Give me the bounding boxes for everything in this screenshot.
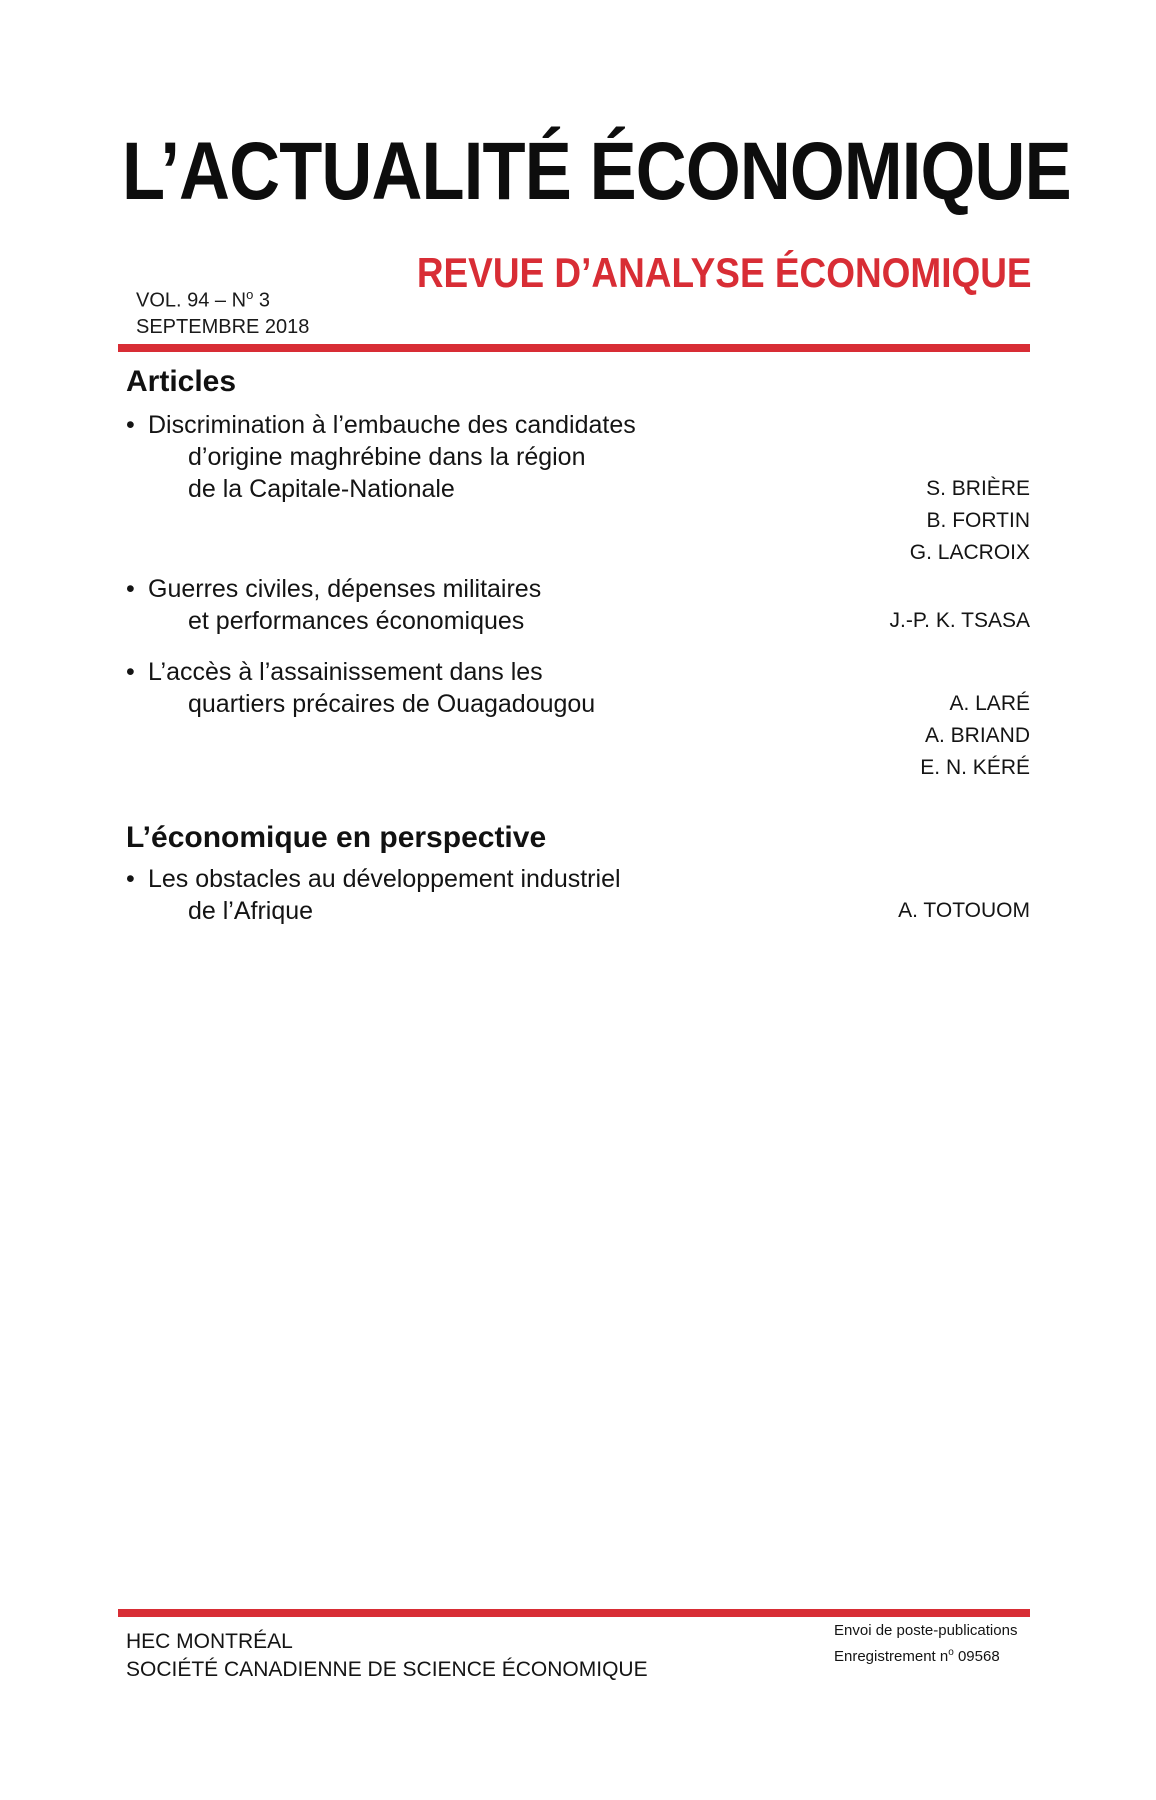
journal-title: L’ACTUALITÉ ÉCONOMIQUE [122, 126, 1071, 217]
article-authors: J.-P. K. TSASA [889, 609, 1030, 632]
bottom-divider [118, 1609, 1030, 1617]
article-authors: A. LARÉ A. BRIAND E. N. KÉRÉ [920, 692, 1030, 779]
journal-subtitle: REVUE D’ANALYSE ÉCONOMIQUE [417, 249, 1032, 296]
top-divider [118, 344, 1030, 352]
article-title: • L’accès à l’assainissement dans les quartiers précaires de Ouagadougou [126, 658, 596, 718]
publisher-line: SOCIÉTÉ CANADIENNE DE SCIENCE ÉCONOMIQUE [126, 1658, 648, 1681]
bullet-icon: • [126, 411, 135, 439]
article-title: • Guerres civiles, dépenses militaires et performances économiques [126, 575, 542, 635]
postal-registration: Enregistrement $n^o$ 09568 [834, 1647, 1000, 1665]
article-title: • Les obstacles au développement industriel de l’Afrique [126, 865, 621, 925]
publisher-info [126, 1628, 648, 1684]
postal-info [834, 1620, 1017, 1668]
article-authors: A. TOTOUOM [898, 899, 1030, 922]
bullet-icon: • [126, 865, 135, 893]
article-item [126, 863, 1030, 927]
publisher-line: HEC MONTRÉAL [126, 1630, 293, 1653]
article-item [126, 573, 1030, 637]
article-title: • Discrimination à l’embauche des candidates d’origine maghrébine dans la région de la Capitale-Nationale [126, 411, 636, 503]
bullet-icon: • [126, 575, 135, 603]
article-authors: S. BRIÈRE B. FORTIN G. LACROIX [909, 477, 1030, 564]
article-item [126, 409, 1030, 564]
section-heading-perspective: L’économique en perspective [126, 821, 547, 854]
article-item [126, 656, 1030, 779]
section-heading-articles: Articles [126, 365, 237, 398]
volume-number: VOL. $94 - N^o$ 3 [136, 287, 270, 312]
issue-date: SEPTEMBRE 2018 [136, 315, 310, 338]
issue-info [136, 282, 309, 340]
postal-line: Envoi de poste-publications [834, 1622, 1018, 1639]
bullet-icon: • [126, 658, 135, 686]
